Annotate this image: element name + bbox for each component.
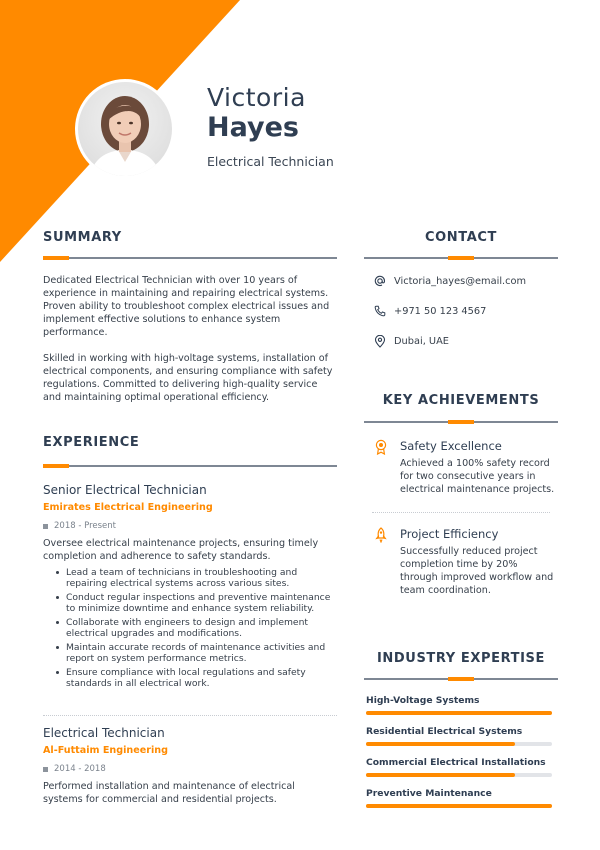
contact-phone[interactable] (364, 303, 558, 319)
summary-paragraph-1: Dedicated Electrical Technician with over 10 years of experience in maintaining and repairing electrical systems. Proven ability to troubleshoot complex electrical issues and implement effective solutions to enhance system performance. (43, 275, 330, 338)
last-name: Hayes (207, 112, 299, 143)
job-description: Oversee electrical maintenance projects, ensuring timely completion and adherence to safety standards. (43, 538, 319, 562)
contact-phone-text: +971 50 123 4567 (394, 305, 487, 317)
contact-email[interactable] (364, 273, 558, 289)
skills-list (364, 695, 558, 808)
at-icon (372, 273, 388, 289)
summary-heading: SUMMARY (43, 230, 122, 245)
expertise-heading: INDUSTRY EXPERTISE (376, 651, 546, 666)
profile-photo (75, 79, 175, 179)
calendar-square-icon (43, 767, 48, 772)
skill-bar-fill (366, 773, 515, 777)
experience-section (43, 435, 337, 806)
skill-bar-track (366, 742, 552, 746)
name-block (207, 84, 334, 169)
achievement-title: Project Efficiency (400, 527, 499, 542)
skill-bar-fill (366, 742, 515, 746)
job-entry (43, 726, 337, 806)
skill-item (366, 695, 558, 715)
job-company: Al-Futtaim Engineering (43, 745, 168, 756)
achievement-item (364, 439, 558, 496)
skill-name: Commercial Electrical Installations (366, 757, 546, 768)
expertise-divider (364, 678, 558, 680)
contact-heading: CONTACT (425, 230, 497, 245)
phone-icon (372, 303, 388, 319)
achievement-item (364, 527, 558, 597)
job-bullets (43, 567, 337, 689)
first-name: Victoria (207, 83, 306, 112)
achievement-description: Achieved a 100% safety record for two consecutive years in electrical maintenance projects. (400, 458, 555, 495)
achievements-divider (364, 421, 558, 423)
skill-item (366, 726, 558, 746)
calendar-square-icon (43, 524, 48, 529)
skill-bar-track (366, 773, 552, 777)
contact-section (364, 230, 558, 349)
job-dates: 2014 - 2018 (43, 764, 337, 774)
summary-paragraph-2: Skilled in working with high-voltage systems, installation of electrical components, and ensuring compliance with safety regulations. Committed to delivering high-quality service and maintaining optimal operational efficiency. (43, 353, 333, 403)
skill-name: High-Voltage Systems (366, 695, 480, 706)
job-dates: 2018 - Present (43, 521, 337, 531)
list-item: Lead a team of technicians in troubleshooting and repairing electrical systems across various sites. (56, 567, 337, 589)
achievements-heading: KEY ACHIEVEMENTS (382, 393, 540, 408)
skill-bar-track (366, 711, 552, 715)
job-separator (43, 715, 337, 716)
job-title: Electrical Technician (207, 154, 334, 169)
achievement-separator (372, 512, 550, 513)
achievements-section (364, 393, 558, 598)
location-pin-icon (372, 333, 388, 349)
rocket-icon (374, 527, 388, 597)
summary-divider (43, 257, 337, 259)
job-description: Performed installation and maintenance of electrical systems for commercial and residential projects. (43, 781, 295, 805)
list-item: Conduct regular inspections and preventive maintenance to minimize downtime and enhance system reliability. (56, 592, 337, 614)
job-role: Electrical Technician (43, 726, 165, 740)
list-item: Maintain accurate records of maintenance activities and report on system performance metrics. (56, 642, 337, 664)
job-entry (43, 483, 337, 689)
expertise-section (364, 651, 558, 808)
skill-item (366, 757, 558, 777)
job-role: Senior Electrical Technician (43, 483, 207, 497)
experience-heading: EXPERIENCE (43, 435, 140, 450)
skill-item (366, 788, 558, 808)
summary-section (43, 230, 337, 404)
job-company: Emirates Electrical Engineering (43, 502, 213, 513)
contact-location (364, 333, 558, 349)
achievement-description: Successfully reduced project completion time by 20% through improved workflow and team coordination. (400, 546, 554, 596)
list-item: Collaborate with engineers to design and implement electrical upgrades and modifications. (56, 617, 337, 639)
achievement-title: Safety Excellence (400, 439, 502, 453)
skill-name: Preventive Maintenance (366, 788, 492, 799)
experience-divider (43, 465, 337, 467)
contact-email-text: Victoria_hayes@email.com (394, 275, 527, 287)
skill-name: Residential Electrical Systems (366, 726, 523, 737)
list-item: Ensure compliance with local regulations and safety standards in all electrical work. (56, 667, 337, 689)
contact-location-text: Dubai, UAE (394, 335, 449, 347)
contact-divider (364, 257, 558, 259)
medal-icon (374, 439, 388, 496)
skill-bar-fill (366, 711, 552, 715)
skill-bar-track (366, 804, 552, 808)
skill-bar-fill (366, 804, 552, 808)
